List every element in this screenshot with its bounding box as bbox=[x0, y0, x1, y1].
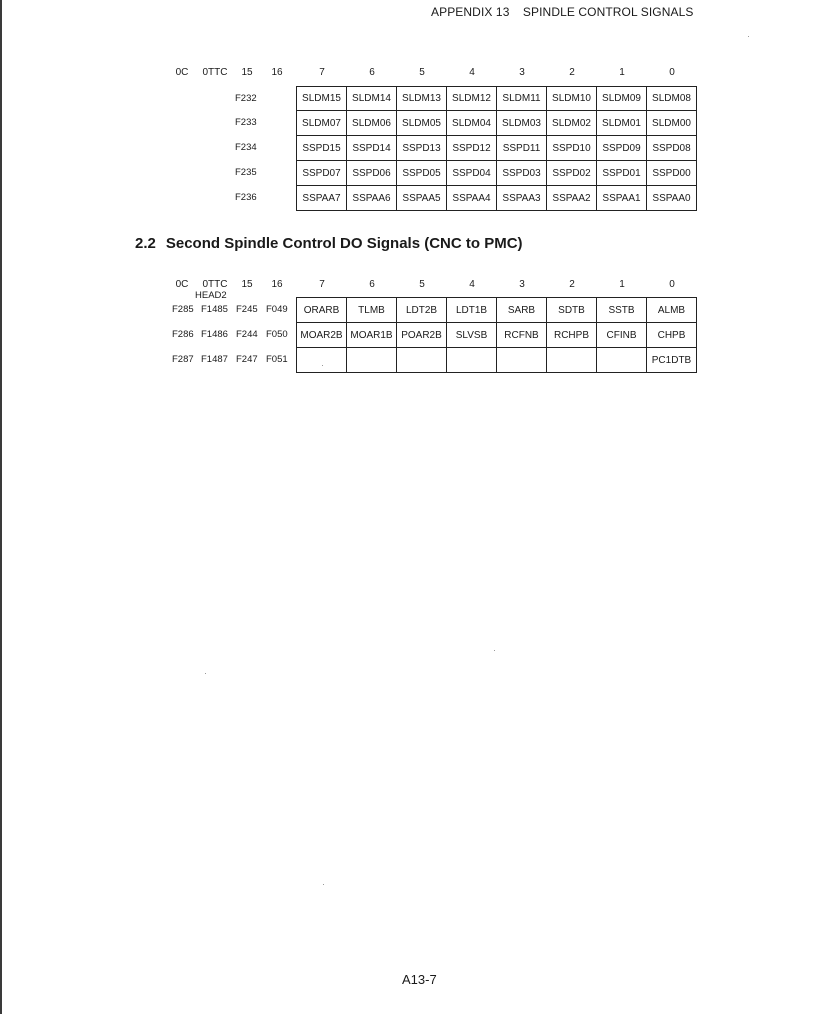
table2-header-bit5: 5 bbox=[419, 279, 425, 290]
table2-header-bit4: 4 bbox=[469, 279, 475, 290]
table1-bit-grid bbox=[296, 86, 697, 211]
signal-cell: SLVSB bbox=[447, 323, 497, 348]
signal-cell: SSPAA3 bbox=[497, 186, 547, 211]
table2-bit-grid bbox=[296, 297, 697, 373]
table2-header-head2: HEAD2 bbox=[195, 290, 227, 301]
table1-row-address: F236 bbox=[235, 192, 257, 203]
signal-cell: PC1DTB bbox=[647, 348, 697, 373]
signal-cell: SLDM11 bbox=[497, 87, 547, 111]
section-heading bbox=[135, 235, 523, 252]
table2-header-15: 15 bbox=[241, 279, 253, 290]
signal-cell: SSPAA7 bbox=[297, 186, 347, 211]
signal-cell: SLDM10 bbox=[547, 87, 597, 111]
signal-cell: SLDM04 bbox=[447, 111, 497, 136]
signal-cell: SLDM15 bbox=[297, 87, 347, 111]
signal-cell: SSPD09 bbox=[597, 136, 647, 161]
signal-cell: SSPD00 bbox=[647, 161, 697, 186]
address-16: F051 bbox=[266, 354, 288, 365]
signal-cell: SSPD03 bbox=[497, 161, 547, 186]
signal-cell bbox=[397, 348, 447, 373]
address-16: F049 bbox=[266, 304, 288, 315]
signal-cell: SLDM13 bbox=[397, 87, 447, 111]
signal-cell: SSPAA4 bbox=[447, 186, 497, 211]
signal-cell bbox=[347, 348, 397, 373]
signal-cell bbox=[447, 348, 497, 373]
table2-header-16: 16 bbox=[271, 279, 283, 290]
signal-cell: TLMB bbox=[347, 298, 397, 323]
signal-cell: SSPD11 bbox=[497, 136, 547, 161]
signal-cell: RCFNB bbox=[497, 323, 547, 348]
table1-header-0ttc: 0TTC bbox=[202, 67, 228, 78]
signal-cell: SSTB bbox=[597, 298, 647, 323]
signal-cell: SLDM05 bbox=[397, 111, 447, 136]
signal-cell: SLDM00 bbox=[647, 111, 697, 136]
table1-header-bit5: 5 bbox=[419, 67, 425, 78]
signal-cell: SLDM08 bbox=[647, 87, 697, 111]
address-0c: F285 bbox=[172, 304, 194, 315]
signal-cell: LDT1B bbox=[447, 298, 497, 323]
table1-header-0c: 0C bbox=[175, 67, 189, 78]
signal-cell: SLDM06 bbox=[347, 111, 397, 136]
table2-header-bit6: 6 bbox=[369, 279, 375, 290]
table1-header-16: 16 bbox=[271, 67, 283, 78]
table1-row-f234 bbox=[297, 136, 697, 161]
table2-row-f286 bbox=[297, 323, 697, 348]
signal-cell: SSPAA6 bbox=[347, 186, 397, 211]
address-0ttc: F1487 bbox=[201, 354, 228, 365]
table1-row-f233 bbox=[297, 111, 697, 136]
appendix-label: APPENDIX 13 bbox=[431, 5, 510, 19]
signal-cell: SLDM02 bbox=[547, 111, 597, 136]
signal-cell: CFINB bbox=[597, 323, 647, 348]
signal-cell bbox=[597, 348, 647, 373]
signal-cell: MOAR2B bbox=[297, 323, 347, 348]
signal-cell: SLDM14 bbox=[347, 87, 397, 111]
signal-cell: SSPD01 bbox=[597, 161, 647, 186]
signal-cell: ALMB bbox=[647, 298, 697, 323]
signal-cell: SSPD14 bbox=[347, 136, 397, 161]
signal-cell: SSPD07 bbox=[297, 161, 347, 186]
table1-header-15: 15 bbox=[241, 67, 253, 78]
signal-cell: SLDM01 bbox=[597, 111, 647, 136]
signal-cell: SLDM07 bbox=[297, 111, 347, 136]
signal-cell: RCHPB bbox=[547, 323, 597, 348]
page-left-border bbox=[0, 0, 2, 1014]
signal-cell bbox=[497, 348, 547, 373]
address-0ttc: F1485 bbox=[201, 304, 228, 315]
signal-cell bbox=[547, 348, 597, 373]
table2-header-bit7: 7 bbox=[319, 279, 325, 290]
scan-speck bbox=[205, 673, 206, 674]
signal-cell: SSPD15 bbox=[297, 136, 347, 161]
table1-header-bit3: 3 bbox=[519, 67, 525, 78]
signal-cell: SDTB bbox=[547, 298, 597, 323]
scan-speck bbox=[748, 36, 749, 37]
address-16: F050 bbox=[266, 329, 288, 340]
table1-row-f235 bbox=[297, 161, 697, 186]
table2-header-bit2: 2 bbox=[569, 279, 575, 290]
table1-row-f236 bbox=[297, 186, 697, 211]
signal-cell: SLDM03 bbox=[497, 111, 547, 136]
page-number: A13-7 bbox=[402, 972, 437, 987]
signal-cell: SSPD10 bbox=[547, 136, 597, 161]
signal-cell: LDT2B bbox=[397, 298, 447, 323]
table2-header-bit3: 3 bbox=[519, 279, 525, 290]
appendix-title: SPINDLE CONTROL SIGNALS bbox=[522, 5, 694, 19]
address-15: F245 bbox=[236, 304, 258, 315]
address-15: F247 bbox=[236, 354, 258, 365]
signal-cell: SSPAA2 bbox=[547, 186, 597, 211]
address-15: F244 bbox=[236, 329, 258, 340]
scan-speck bbox=[494, 650, 495, 651]
address-0c: F287 bbox=[172, 354, 194, 365]
signal-cell: SSPD12 bbox=[447, 136, 497, 161]
table2-row-f285 bbox=[297, 298, 697, 323]
table1-row-f232 bbox=[297, 87, 697, 111]
table1-header-bit0: 0 bbox=[669, 67, 675, 78]
signal-cell: SSPD13 bbox=[397, 136, 447, 161]
table2-header-bit1: 1 bbox=[619, 279, 625, 290]
signal-cell: POAR2B bbox=[397, 323, 447, 348]
scan-speck bbox=[322, 365, 323, 366]
table2-header-bit0: 0 bbox=[669, 279, 675, 290]
table1-row-address: F232 bbox=[235, 93, 257, 104]
table1-header-bit7: 7 bbox=[319, 67, 325, 78]
section-number: 2.2 bbox=[135, 235, 156, 252]
signal-cell: SSPD04 bbox=[447, 161, 497, 186]
signal-cell: SLDM12 bbox=[447, 87, 497, 111]
section-title: Second Spindle Control DO Signals (CNC to PMC) bbox=[165, 235, 523, 252]
signal-cell: MOAR1B bbox=[347, 323, 397, 348]
table2-header-0ttc: 0TTC bbox=[202, 279, 228, 290]
table1-row-address: F233 bbox=[235, 117, 257, 128]
scan-speck bbox=[323, 884, 324, 885]
signal-cell: SLDM09 bbox=[597, 87, 647, 111]
table1-header-bit1: 1 bbox=[619, 67, 625, 78]
signal-cell: SSPD08 bbox=[647, 136, 697, 161]
signal-cell: SSPD05 bbox=[397, 161, 447, 186]
signal-cell: CHPB bbox=[647, 323, 697, 348]
table2-header-0c: 0C bbox=[175, 279, 189, 290]
signal-cell: SSPD02 bbox=[547, 161, 597, 186]
signal-cell bbox=[297, 348, 347, 373]
address-0c: F286 bbox=[172, 329, 194, 340]
table1-row-address: F235 bbox=[235, 167, 257, 178]
signal-cell: SARB bbox=[497, 298, 547, 323]
table1-header-bit2: 2 bbox=[569, 67, 575, 78]
running-head bbox=[431, 5, 693, 19]
address-0ttc: F1486 bbox=[201, 329, 228, 340]
table1-row-address: F234 bbox=[235, 142, 257, 153]
table1-header-bit6: 6 bbox=[369, 67, 375, 78]
signal-cell: ORARB bbox=[297, 298, 347, 323]
signal-cell: SSPAA0 bbox=[647, 186, 697, 211]
signal-cell: SSPAA1 bbox=[597, 186, 647, 211]
table1-header-bit4: 4 bbox=[469, 67, 475, 78]
signal-cell: SSPAA5 bbox=[397, 186, 447, 211]
table2-row-f287 bbox=[297, 348, 697, 373]
signal-cell: SSPD06 bbox=[347, 161, 397, 186]
